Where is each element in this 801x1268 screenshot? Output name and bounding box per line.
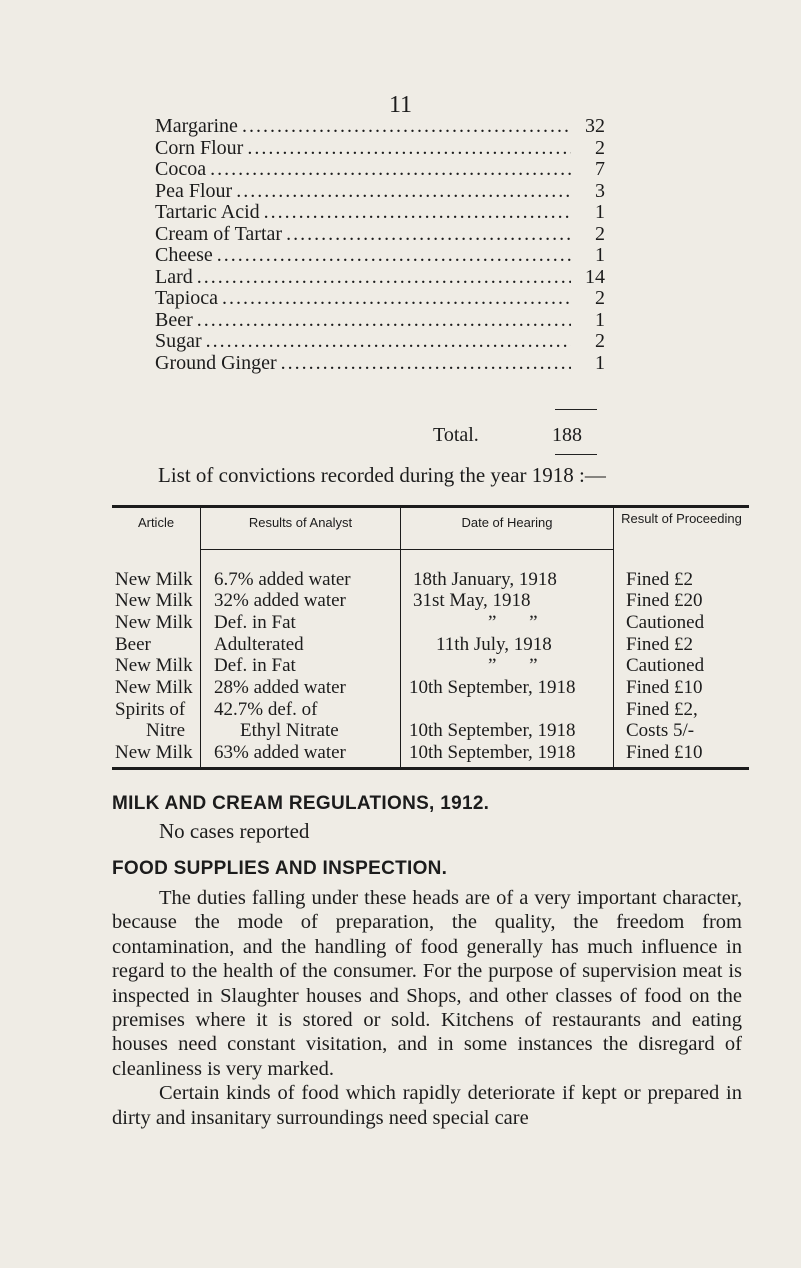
list-item: Tartaric Acid ..... 1 <box>155 202 605 224</box>
column-divider <box>613 508 614 767</box>
table-cell: New Milk <box>115 569 193 590</box>
table-cell: 28% added water <box>214 677 346 698</box>
total-rule <box>555 454 597 455</box>
list-item: Sugar ..... 2 <box>155 331 605 353</box>
table-cell: 6.7% added water <box>214 569 351 590</box>
header-results: Results of Analyst <box>248 515 353 530</box>
table-cell: ” ” <box>488 612 552 633</box>
table-cell: Ethyl Nitrate <box>240 720 339 741</box>
paragraph: Certain kinds of food which rapidly deteriorate if kept or prepared in dirty and insanitary surroundings need special care <box>112 1082 742 1129</box>
convictions-heading: List of convictions recorded during the year 1918 :— <box>158 463 606 487</box>
table-cell: Cautioned <box>626 612 705 633</box>
table-cell: Def. in Fat <box>214 655 296 676</box>
table-cell: New Milk <box>115 590 193 611</box>
table-cell: 10th September, 1918 <box>409 720 576 741</box>
list-item: Pea Flour ..... 3 <box>155 181 605 203</box>
header-result: Result of Proceeding <box>621 511 742 526</box>
table-cell: Fined £10 <box>626 677 703 698</box>
table-cell: Spirits of <box>115 699 186 720</box>
total-label: Total. <box>433 424 479 446</box>
column-divider <box>400 508 401 767</box>
table-cell: Nitre <box>146 720 186 741</box>
table-cell: 10th September, 1918 <box>409 677 576 698</box>
list-item: Beer ..... 1 <box>155 310 605 332</box>
column-divider <box>200 508 201 767</box>
table-cell: ” ” <box>488 655 552 676</box>
total-value: 188 <box>552 424 582 446</box>
table-cell: 31st May, 1918 <box>413 590 531 611</box>
header-rule <box>200 549 613 550</box>
header-article: Article <box>137 515 175 530</box>
table-cell: New Milk <box>115 742 193 763</box>
table-cell: New Milk <box>115 677 193 698</box>
table-cell: 63% added water <box>214 742 346 763</box>
table-cell: 11th July, 1918 <box>436 634 552 655</box>
table-cell: New Milk <box>115 655 193 676</box>
paragraph: The duties falling under these heads are of a very important character, because the mode of preparation, the quality, the freedom from contamination, and the handling of food generally has much influence in regard to the health of the consumer. For the purpose of supervision meat is inspected in Slaughter houses and Shops, and other classes of food on the premises where it is stored or sold. Kitchens of restaurants and eating houses need constant visitation, and in some instances the disregard of cleanliness is very marked. <box>112 887 742 1080</box>
list-item: Corn Flour ..... 2 <box>155 138 605 160</box>
table-cell: 18th January, 1918 <box>413 569 557 590</box>
page-number: 11 <box>388 92 413 118</box>
header-date: Date of Hearing <box>461 515 553 530</box>
list-item: Cheese ..... 1 <box>155 245 605 267</box>
list-item: Margarine ..... 32 <box>155 116 605 138</box>
food-supplies-heading: FOOD SUPPLIES AND INSPECTION. <box>112 858 448 879</box>
table-cell: Beer <box>115 634 151 655</box>
table-cell: 32% added water <box>214 590 346 611</box>
milk-regulations-text: No cases reported <box>159 819 310 843</box>
list-item: Lard ..... 14 <box>155 267 605 289</box>
adulteration-list <box>155 116 605 374</box>
milk-regulations-heading: MILK AND CREAM REGULATIONS, 1912. <box>112 793 490 814</box>
table-cell: Fined £2, <box>626 699 698 720</box>
table-cell: Def. in Fat <box>214 612 296 633</box>
table-cell: 10th September, 1918 <box>409 742 576 763</box>
table-bottom-rule <box>112 767 749 770</box>
food-supplies-body <box>112 886 742 1130</box>
table-cell: Adulterated <box>214 634 304 655</box>
list-item: Ground Ginger ..... 1 <box>155 353 605 375</box>
table-cell: Fined £20 <box>626 590 703 611</box>
table-cell: Fined £2 <box>626 634 694 655</box>
subtotal-rule <box>555 409 597 410</box>
list-item: Cream of Tartar ..... 2 <box>155 224 605 246</box>
table-cell: Costs 5/- <box>626 720 695 741</box>
table-top-rule <box>112 505 749 508</box>
table-cell: New Milk <box>115 612 193 633</box>
table-cell: Fined £10 <box>626 742 703 763</box>
table-cell: Cautioned <box>626 655 705 676</box>
list-item: Tapioca ..... 2 <box>155 288 605 310</box>
table-cell: Fined £2 <box>626 569 694 590</box>
table-cell: 42.7% def. of <box>214 699 318 720</box>
list-item: Cocoa ..... 7 <box>155 159 605 181</box>
